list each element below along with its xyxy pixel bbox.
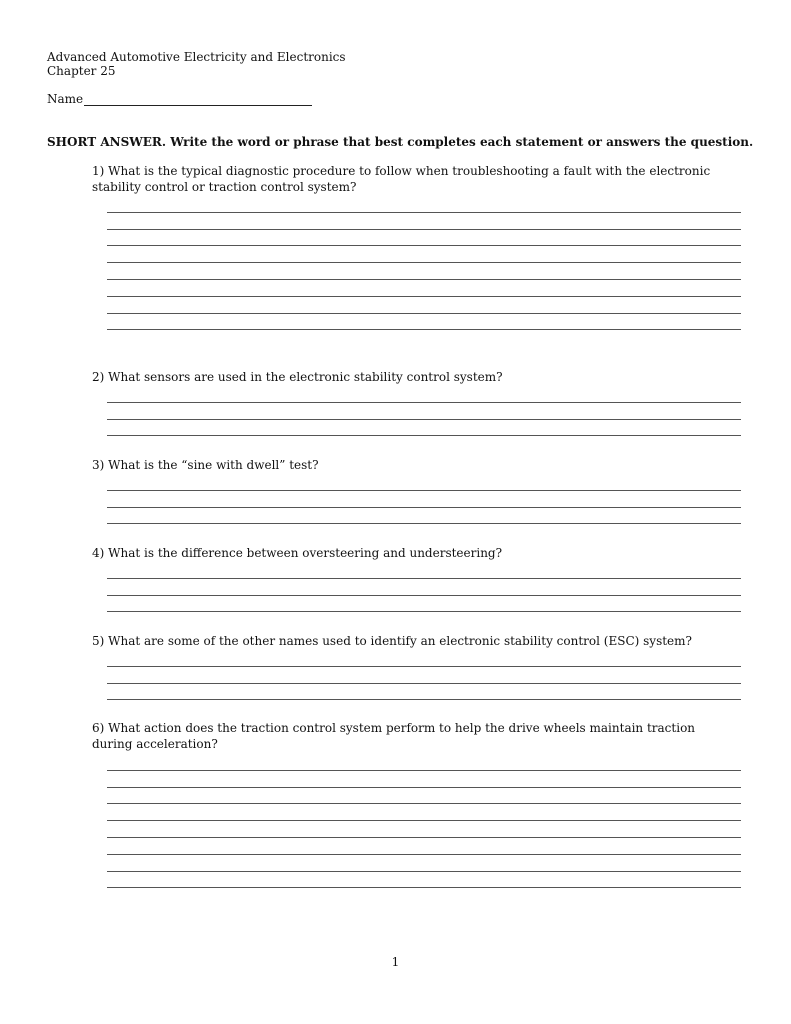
answer-line[interactable] xyxy=(107,596,741,613)
question-text: What is the typical diagnostic procedure to follow when troubleshooting a fault with the electronic stability control or traction control system? xyxy=(92,164,711,194)
course-title: Advanced Automotive Electricity and Electronics xyxy=(47,50,346,64)
worksheet-header xyxy=(47,50,346,78)
answer-line[interactable] xyxy=(107,684,741,701)
answer-area-5[interactable] xyxy=(107,650,741,700)
question-6 xyxy=(92,720,732,752)
answer-line[interactable] xyxy=(107,314,741,331)
answer-area-3[interactable] xyxy=(107,474,741,524)
answer-area-1[interactable] xyxy=(107,196,741,330)
question-text: What action does the traction control system perform to help the drive wheels maintain traction during acceleration? xyxy=(92,721,696,751)
answer-area-6[interactable] xyxy=(107,754,741,888)
name-row xyxy=(47,92,312,106)
answer-line[interactable] xyxy=(107,246,741,263)
answer-line[interactable] xyxy=(107,650,741,667)
question-text: What is the difference between oversteering and understeering? xyxy=(108,546,503,560)
question-text: What are some of the other names used to identify an electronic stability control (ESC) system? xyxy=(108,634,692,648)
answer-line[interactable] xyxy=(107,196,741,213)
answer-line[interactable] xyxy=(107,213,741,230)
answer-line[interactable] xyxy=(107,821,741,838)
answer-line[interactable] xyxy=(107,508,741,525)
question-text: What sensors are used in the electronic stability control system? xyxy=(108,370,503,384)
answer-line[interactable] xyxy=(107,754,741,771)
answer-line[interactable] xyxy=(107,771,741,788)
answer-line[interactable] xyxy=(107,403,741,420)
question-number: 1) xyxy=(92,164,105,178)
answer-line[interactable] xyxy=(107,297,741,314)
answer-line[interactable] xyxy=(107,579,741,596)
answer-line[interactable] xyxy=(107,788,741,805)
answer-line[interactable] xyxy=(107,474,741,491)
question-text: What is the “sine with dwell” test? xyxy=(108,458,319,472)
question-number: 4) xyxy=(92,546,105,560)
question-1 xyxy=(92,163,732,195)
answer-line[interactable] xyxy=(107,491,741,508)
question-number: 2) xyxy=(92,370,105,384)
question-number: 3) xyxy=(92,458,105,472)
answer-line[interactable] xyxy=(107,280,741,297)
question-number: 5) xyxy=(92,634,105,648)
answer-line[interactable] xyxy=(107,838,741,855)
name-field[interactable] xyxy=(84,92,312,106)
answer-line[interactable] xyxy=(107,804,741,821)
answer-area-4[interactable] xyxy=(107,562,741,612)
instructions-lead: SHORT ANSWER. xyxy=(47,135,167,149)
question-number: 6) xyxy=(92,721,105,735)
answer-line[interactable] xyxy=(107,230,741,247)
instructions xyxy=(47,135,753,149)
question-3 xyxy=(92,457,732,473)
question-5 xyxy=(92,633,732,649)
instructions-text: Write the word or phrase that best completes each statement or answers the question. xyxy=(170,135,754,149)
answer-line[interactable] xyxy=(107,855,741,872)
answer-line[interactable] xyxy=(107,386,741,403)
answer-line[interactable] xyxy=(107,562,741,579)
answer-line[interactable] xyxy=(107,263,741,280)
question-4 xyxy=(92,545,732,561)
answer-line[interactable] xyxy=(107,667,741,684)
page-number: 1 xyxy=(391,955,400,969)
answer-area-2[interactable] xyxy=(107,386,741,436)
name-label: Name xyxy=(47,92,84,106)
chapter-label: Chapter 25 xyxy=(47,64,116,78)
answer-line[interactable] xyxy=(107,420,741,437)
answer-line[interactable] xyxy=(107,872,741,889)
question-2 xyxy=(92,369,732,385)
